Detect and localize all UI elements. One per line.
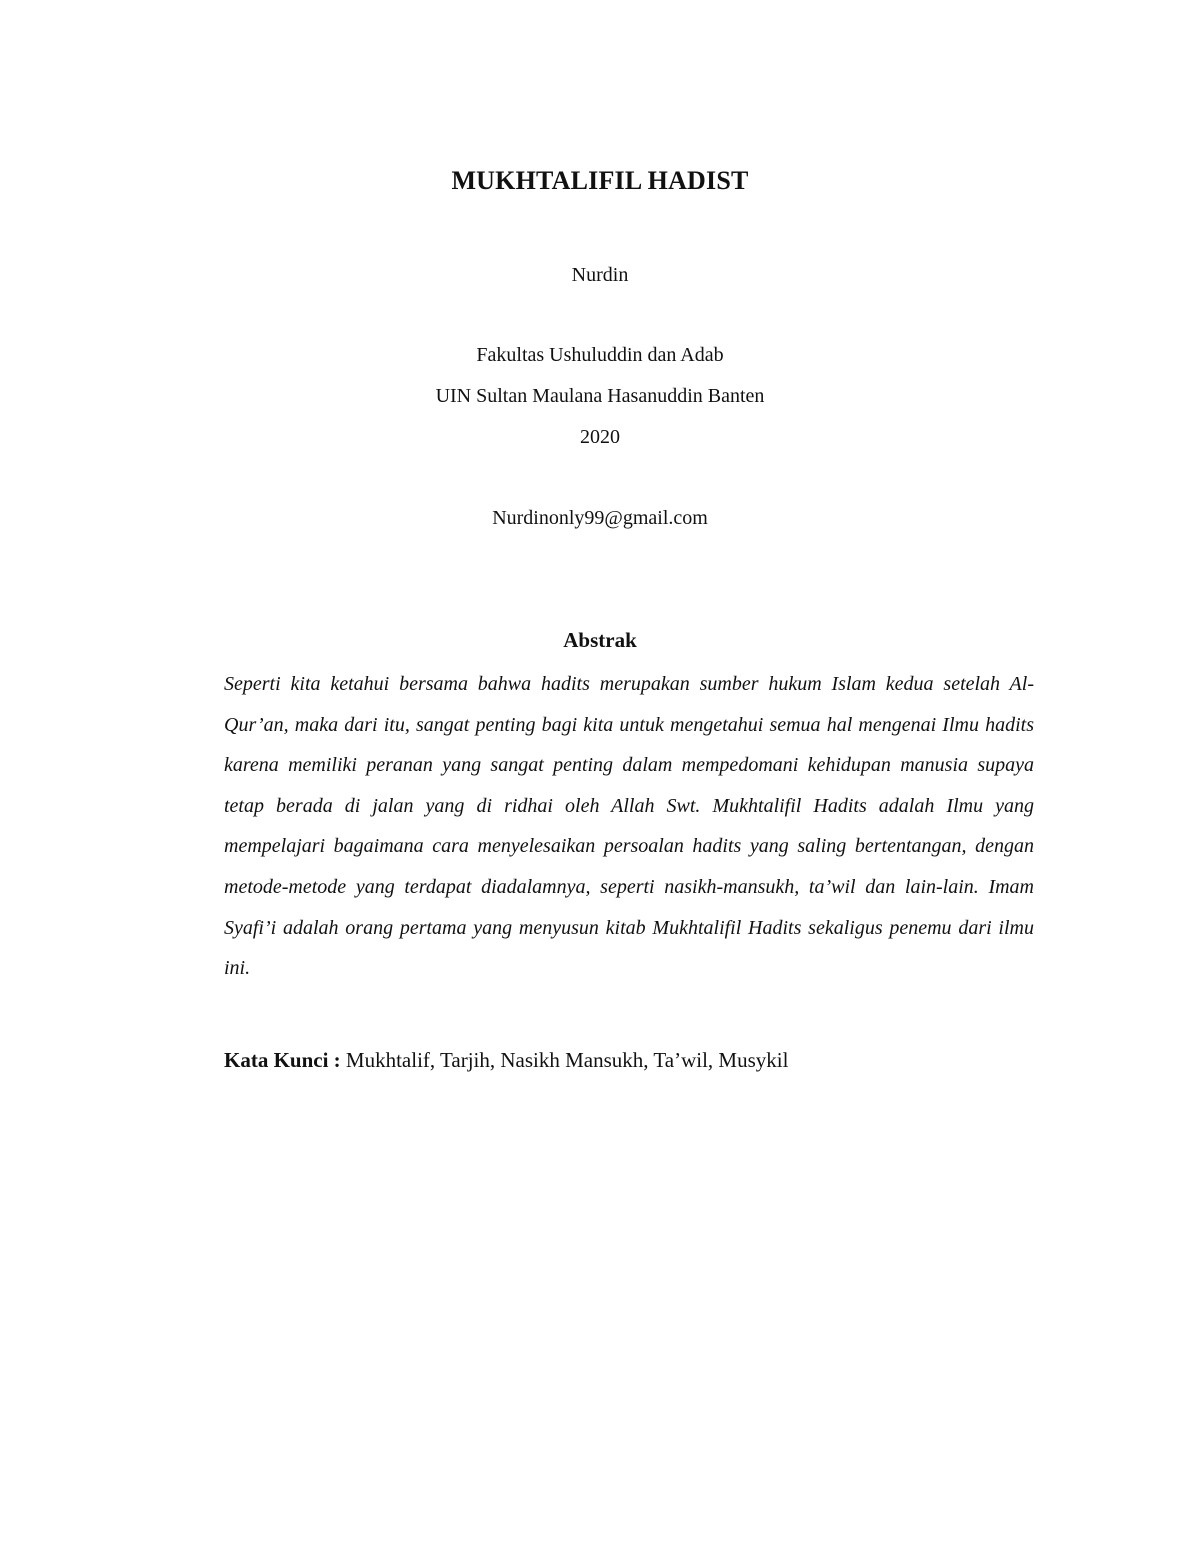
faculty-name: Fakultas Ushuluddin dan Adab bbox=[476, 344, 724, 366]
university-name: UIN Sultan Maulana Hasanuddin Banten bbox=[435, 385, 765, 407]
abstract-heading: Abstrak bbox=[563, 628, 637, 652]
keywords-label: Kata Kunci : bbox=[224, 1048, 341, 1072]
abstract-text: Seperti kita ketahui bersama bahwa hadits merupakan sumber hukum Islam kedua setelah Al-Qur’an, maka dari itu, sangat penting bagi kita untuk mengetahui semua hal mengenai Ilmu hadits karena memiliki peranan yang sangat penting dalam mempedomani kehidupan manusia supaya tetap berada di jalan yang di ridhai oleh Allah Swt. Mukhtalifil Hadits adalah Ilmu yang mempelajari bagaimana cara menyelesaikan persoalan hadits yang saling bertentangan, dengan metode-metode yang terdapat diadalamnya, seperti nasikh-mansukh, ta’wil dan lain-lain. Imam Syafi’i adalah orang pertama yang menyusun kitab Mukhtalifil Hadits sekaligus penemu dari ilmu ini. bbox=[224, 673, 1034, 980]
author-email: Nurdinonly99@gmail.com bbox=[492, 507, 708, 529]
publication-year: 2020 bbox=[580, 426, 620, 448]
paper-title: MUKHTALIFIL HADIST bbox=[451, 166, 749, 195]
keywords-values: Mukhtalif, Tarjih, Nasikh Mansukh, Ta’wil, Musykil bbox=[345, 1048, 789, 1072]
keywords-line bbox=[224, 1048, 1034, 1073]
author-name: Nurdin bbox=[571, 264, 629, 286]
